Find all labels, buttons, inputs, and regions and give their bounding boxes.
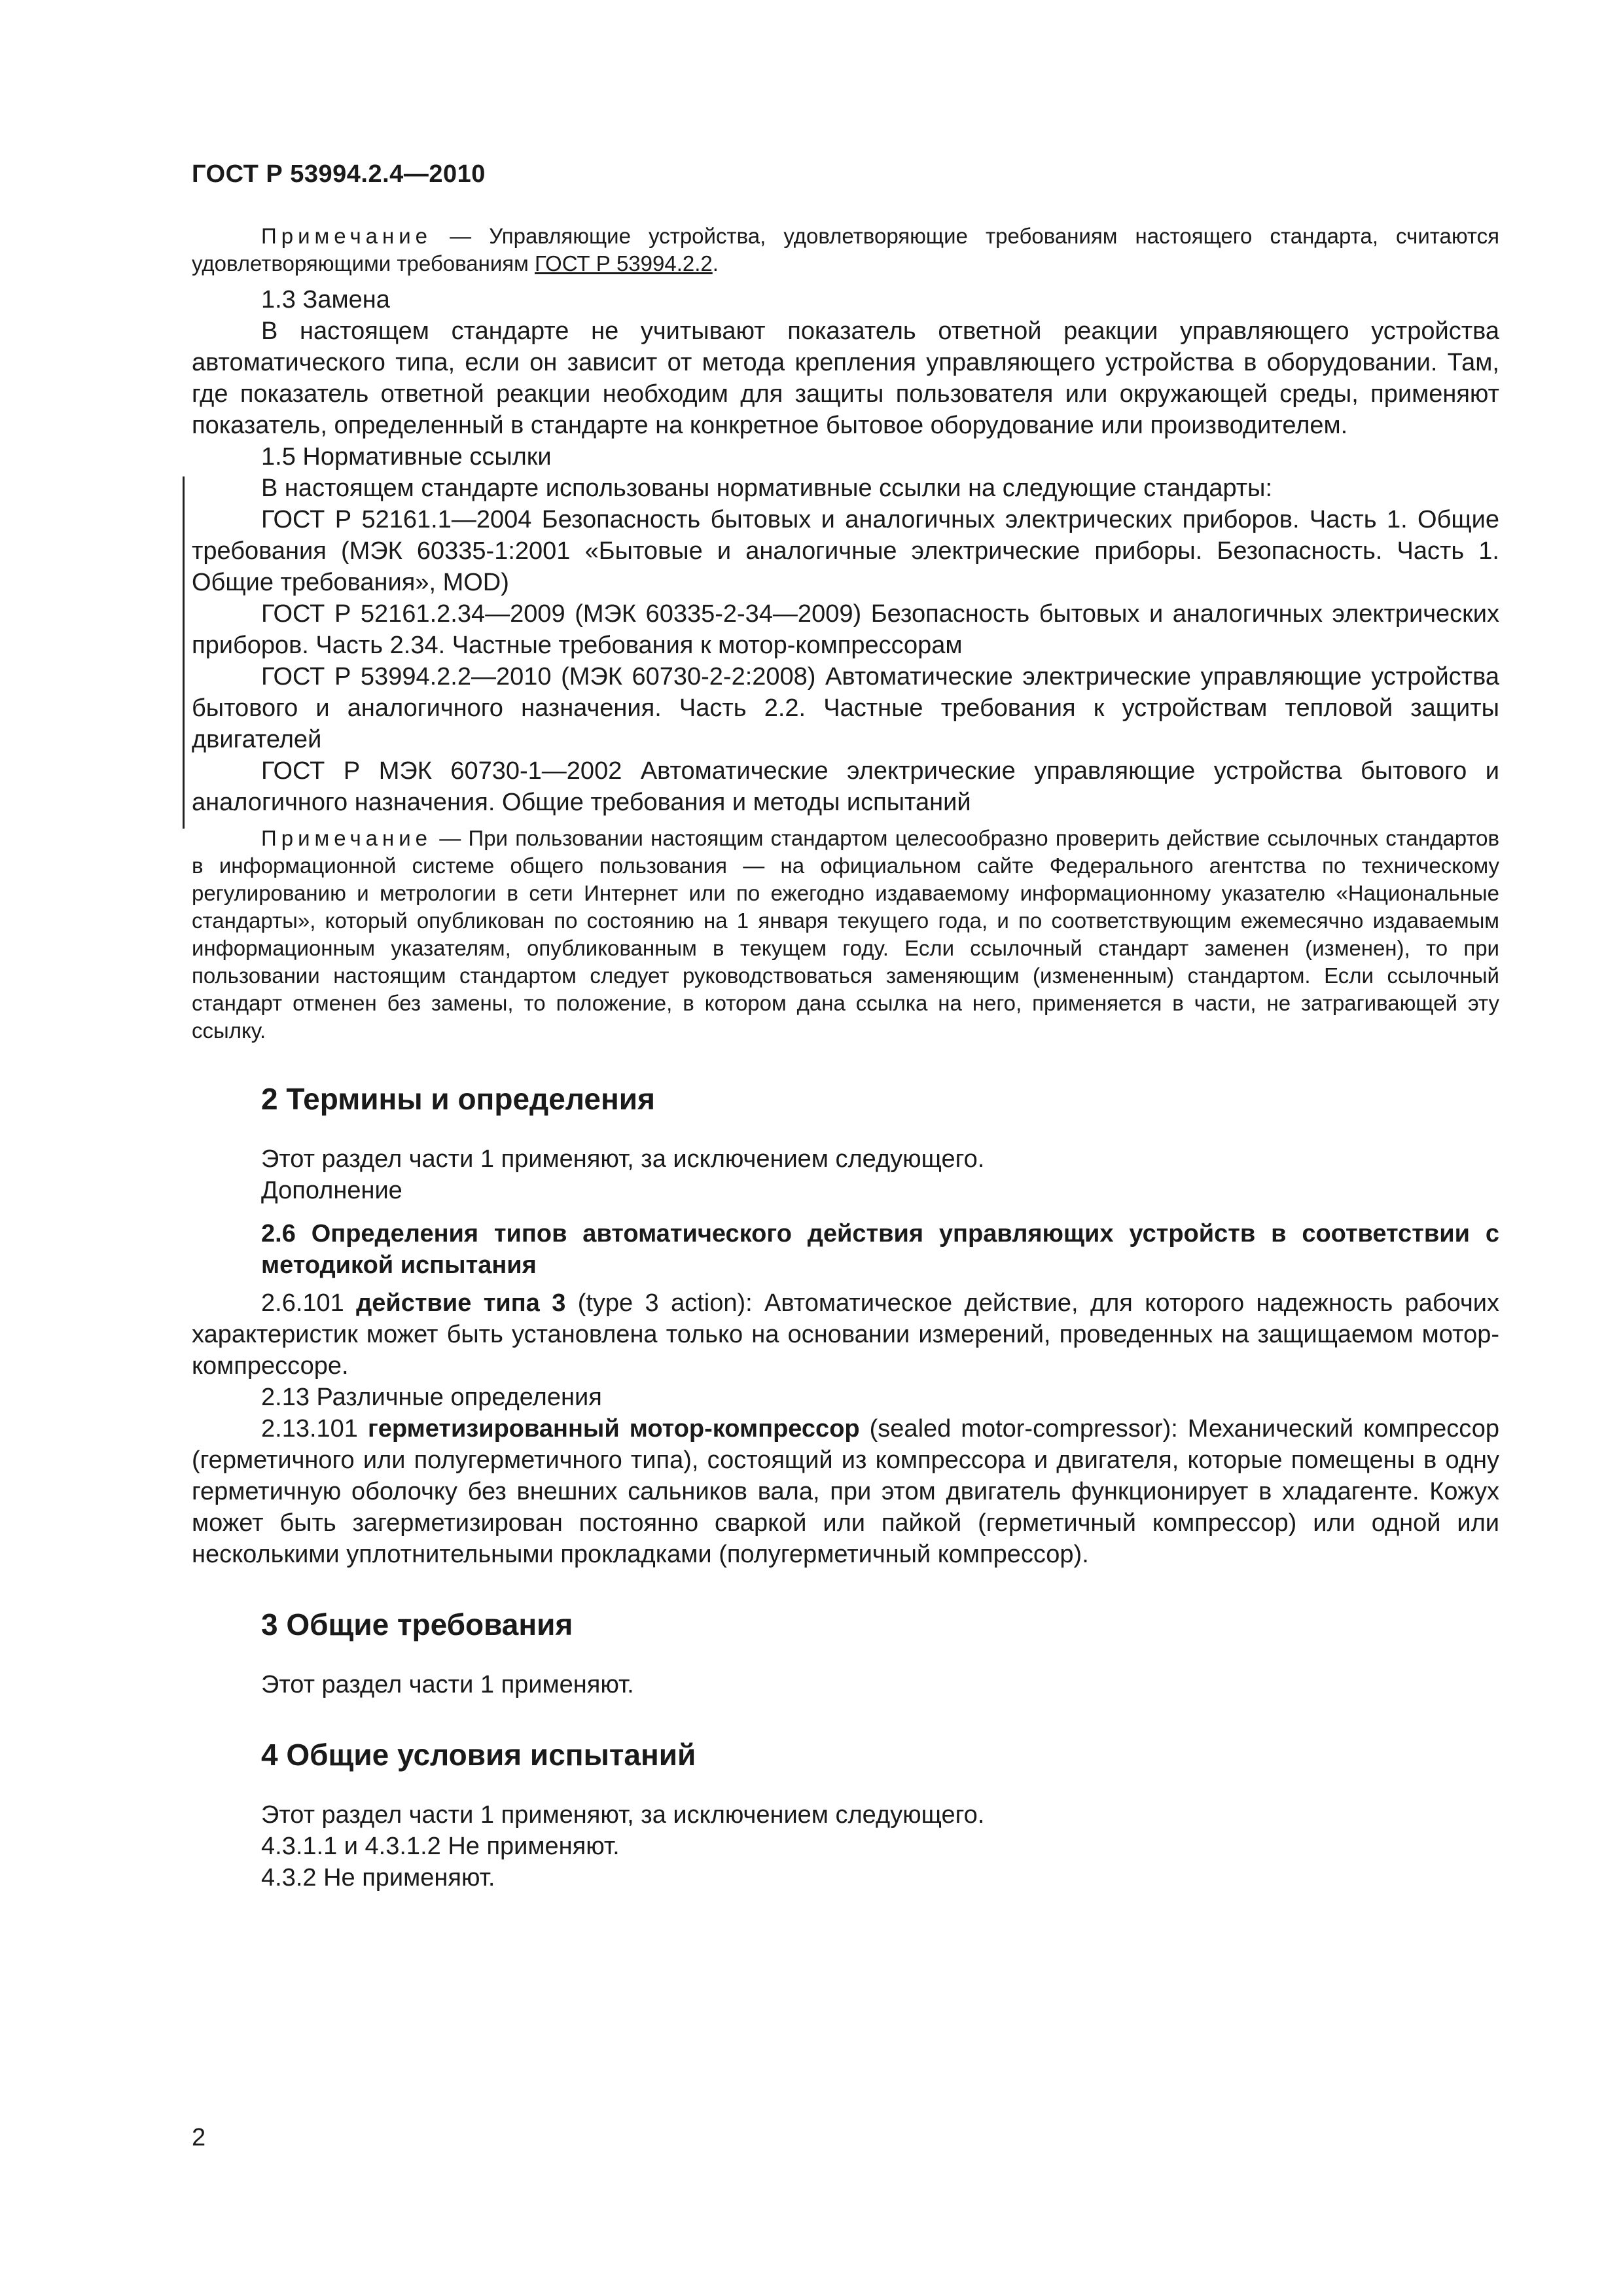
note-label: Примечание bbox=[261, 224, 433, 248]
reference-item: ГОСТ Р 52161.2.34—2009 (МЭК 60335-2-34—2009) Безопасность бытовых и аналогичных электрических приборов. Часть 2.34. Частные требования к мотор-компрессорам bbox=[192, 600, 1499, 659]
note-text: — При пользовании настоящим стандартом целесообразно проверить действие ссылочных стандартов в информационной системе общего пользования — на официальном сайте Федерального агентства по техническому регулированию и метрологии в сети Интернет или по ежегодно издаваемому информационному указателю «Национальные стандарты», который опубликован по состоянию на 1 января текущего года, и по соответствующим ежемесячно издаваемым информационным указателям, опубликованным в текущем году. Если ссылочный стандарт заменен (изменен), то при пользовании настоящим стандартом следует руководствоваться заменяющим (измененным) стандартом. Если ссылочный стандарт отменен без замены, то положение, в котором дана ссылка на него, применяется в части, не затрагивающей эту ссылку. bbox=[192, 826, 1499, 1043]
definition-2-6-101 bbox=[192, 1287, 1499, 1382]
reference-item: ГОСТ Р МЭК 60730-1—2002 Автоматические электрические управляющие устройства бытового и аналогичного назначения. Общие требования и методы испытаний bbox=[192, 757, 1499, 816]
definition-number: 2.6.101 bbox=[261, 1289, 357, 1317]
normative-references bbox=[192, 473, 1499, 818]
section-4-item: 4.3.1.1 и 4.3.1.2 Не применяют. bbox=[261, 1833, 620, 1860]
section-3-text: Этот раздел части 1 применяют. bbox=[261, 1671, 634, 1698]
reference-item: ГОСТ Р 52161.1—2004 Безопасность бытовых и аналогичных электрических приборов. Часть 1. Общие требования (МЭК 60335-1:2001 «Бытовые и аналогичные электрические приборы. Безопасность. Часть 1. Общие требования», MOD) bbox=[192, 506, 1499, 596]
subsection-2-6-heading: 2.6 Определения типов автоматического действия управляющих устройств в соответствии с методикой испытания bbox=[261, 1220, 1499, 1279]
references-note bbox=[192, 825, 1499, 1045]
section-2-addition: Дополнение bbox=[261, 1177, 402, 1204]
definition-text: (type 3 action): Автоматическое действие, для которого надежность рабочих характеристик может быть установлена только на основании измерений, проведенных на защищаемом мотор-компрессоре. bbox=[192, 1289, 1499, 1380]
subsection-2-13-heading: 2.13 Различные определения bbox=[261, 1384, 602, 1411]
note-text-end: . bbox=[712, 251, 719, 276]
defined-term: герметизированный мотор-компрессор bbox=[367, 1415, 860, 1443]
section-2-applies: Этот раздел части 1 применяют, за исключением следующего. bbox=[261, 1145, 985, 1173]
section-heading-1-3: 1.3 Замена bbox=[261, 286, 390, 314]
section-title-3: 3 Общие требования bbox=[261, 1607, 573, 1641]
document-header: ГОСТ Р 53994.2.4—2010 bbox=[192, 160, 486, 188]
definition-2-13-101 bbox=[192, 1413, 1499, 1570]
section-title-2: 2 Термины и определения bbox=[261, 1082, 655, 1116]
gost-link[interactable]: ГОСТ Р 53994.2.2 bbox=[535, 251, 713, 276]
page-number: 2 bbox=[192, 2124, 206, 2151]
section-title-4: 4 Общие условия испытаний bbox=[261, 1738, 696, 1772]
section-heading-1-5: 1.5 Нормативные ссылки bbox=[261, 443, 552, 471]
definition-number: 2.13.101 bbox=[261, 1415, 368, 1443]
intro-note bbox=[192, 223, 1499, 278]
section-4-item: 4.3.2 Не применяют. bbox=[261, 1864, 495, 1892]
definition-text: (sealed motor-compressor): Механический компрессор (герметичного или полугерметичного типа), состоящий из компрессора и двигателя, которые помещены в одну герметичную оболочку без внешних сальников вала, при этом двигатель функционирует в хладагенте. Кожух может быть загерметизирован постоянно сваркой или пайкой (герметичный компрессор) или одной или несколькими уплотнительными прокладками (полугерметичный компрессор). bbox=[192, 1415, 1499, 1568]
section-4-applies: Этот раздел части 1 применяют, за исключением следующего. bbox=[261, 1801, 985, 1829]
document-body bbox=[192, 223, 1499, 1893]
note-label: Примечание bbox=[261, 826, 433, 850]
reference-item: ГОСТ Р 53994.2.2—2010 (МЭК 60730-2-2:2008) Автоматические электрические управляющие устройства бытового и аналогичного назначения. Часть 2.2. Частные требования к устройствам тепловой защиты двигателей bbox=[192, 663, 1499, 753]
defined-term: действие типа 3 bbox=[356, 1289, 566, 1317]
note-text: — Управляющие устройства, удовлетворяющие требованиям настоящего стандарта, считаются удовлетворяющими требованиям bbox=[192, 224, 1499, 276]
paragraph-1-3: В настоящем стандарте не учитывают показатель ответной реакции управляющего устройства автоматического типа, если он зависит от метода крепления управляющего устройства в оборудовании. Там, где показатель ответной реакции необходим для защиты пользователя или окружающей среды, применяют показатель, определенный в стандарте на конкретное бытовое оборудование или производителем. bbox=[192, 317, 1499, 439]
references-intro: В настоящем стандарте использованы нормативные ссылки на следующие стандарты: bbox=[261, 475, 1273, 502]
change-bar bbox=[183, 476, 185, 829]
